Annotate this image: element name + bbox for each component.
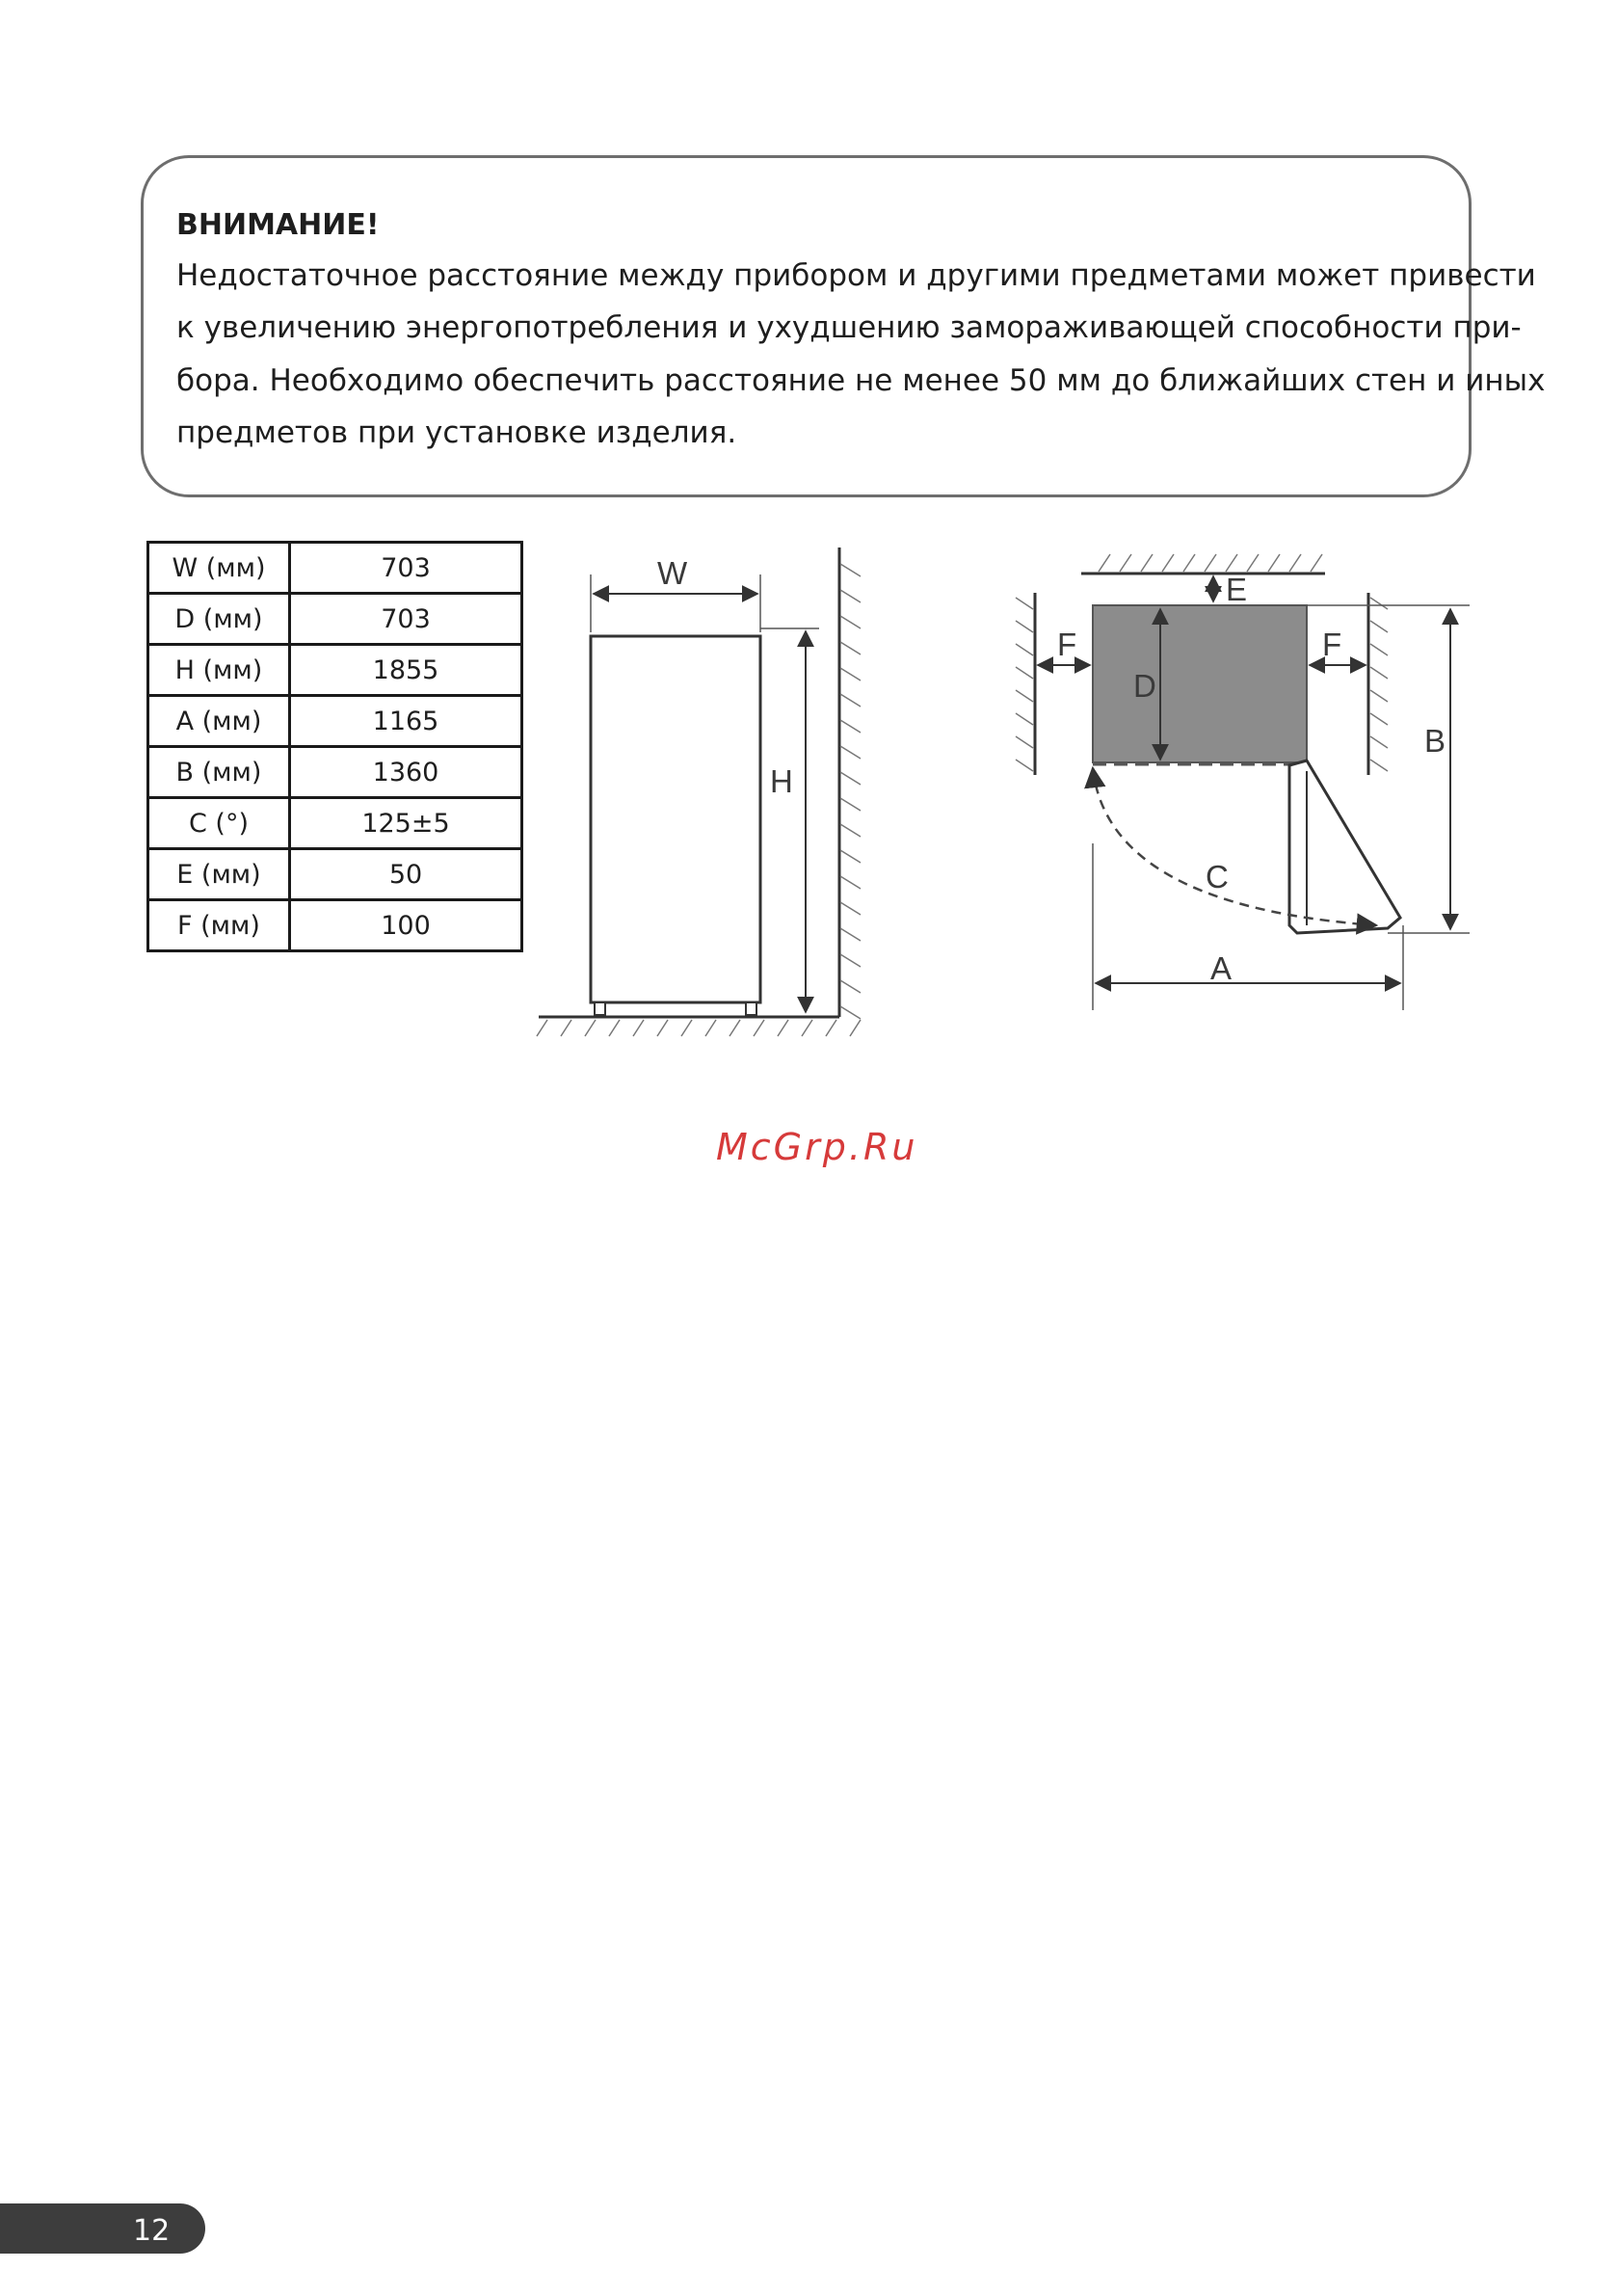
height-label: H — [770, 763, 793, 799]
dim-label: W (мм) — [148, 543, 290, 594]
dim-label: A (мм) — [148, 696, 290, 747]
dim-value: 703 — [290, 543, 522, 594]
page-number-tab — [0, 2203, 205, 2254]
warning-title: ВНИМАНИЕ! — [176, 208, 380, 242]
dim-label: D (мм) — [148, 594, 290, 645]
width-label: W — [657, 555, 688, 591]
warning-line-2: к увеличению энергопотребления и ухудшению замораживающей способности при- — [176, 310, 1522, 345]
dim-value: 1855 — [290, 645, 522, 696]
dim-label: E (мм) — [148, 849, 290, 900]
warning-line-3: бора. Необходимо обеспечить расстояние не менее 50 мм до ближайших стен и иных — [176, 363, 1546, 398]
left-wall-hatch — [1016, 598, 1033, 771]
dim-label: F (мм) — [148, 900, 290, 951]
dim-value: 1165 — [290, 696, 522, 747]
dim-value: 50 — [290, 849, 522, 900]
dim-label: C (°) — [148, 798, 290, 849]
dim-value: 703 — [290, 594, 522, 645]
dim-value: 125±5 — [290, 798, 522, 849]
dim-label: B (мм) — [148, 747, 290, 798]
a-label: A — [1210, 950, 1233, 986]
back-wall-hatch — [1099, 554, 1322, 572]
e-label: E — [1226, 572, 1248, 607]
dim-value: 1360 — [290, 747, 522, 798]
d-label: D — [1133, 668, 1156, 704]
b-label: B — [1424, 723, 1446, 759]
dim-value: 100 — [290, 900, 522, 951]
page-number: 12 — [133, 2214, 171, 2248]
watermark: McGrp.Ru — [716, 1126, 918, 1168]
f-right-label: F — [1322, 627, 1342, 662]
dim-label: H (мм) — [148, 645, 290, 696]
warning-line-1: Недостаточное расстояние между прибором и другими предметами может привести — [176, 258, 1536, 293]
f-left-label: F — [1057, 627, 1077, 662]
warning-line-4: предметов при установке изделия. — [176, 415, 737, 450]
angle-label: C — [1206, 859, 1229, 894]
right-wall-hatch — [1370, 598, 1388, 771]
freezer-top — [1093, 605, 1307, 762]
